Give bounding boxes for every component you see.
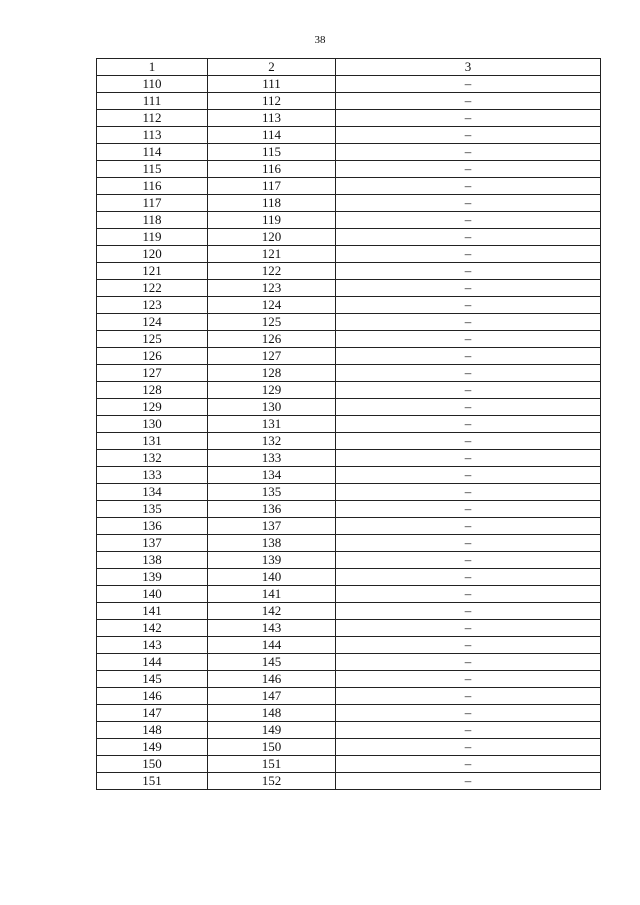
table-cell-col-2: 143 [208, 620, 336, 637]
table-cell-col-2: 115 [208, 144, 336, 161]
table-row [97, 535, 601, 552]
table-cell-col-3: – [336, 399, 601, 416]
table-row [97, 348, 601, 365]
table-cell-col-1: 147 [97, 705, 208, 722]
table-cell-col-3: – [336, 229, 601, 246]
table-cell-col-3: – [336, 671, 601, 688]
table-cell-col-1: 151 [97, 773, 208, 790]
table-row [97, 501, 601, 518]
table-cell-col-3: – [336, 382, 601, 399]
table-cell-col-3: – [336, 569, 601, 586]
table-cell-col-1: 137 [97, 535, 208, 552]
table-cell-col-1: 141 [97, 603, 208, 620]
table-row [97, 705, 601, 722]
table-cell-col-2: 146 [208, 671, 336, 688]
table-cell-col-1: 116 [97, 178, 208, 195]
table-row [97, 654, 601, 671]
table-cell-col-1: 146 [97, 688, 208, 705]
table-row [97, 637, 601, 654]
table-cell-col-2: 113 [208, 110, 336, 127]
table-row [97, 620, 601, 637]
table-cell-col-1: 130 [97, 416, 208, 433]
table-cell-col-2: 148 [208, 705, 336, 722]
table-row [97, 212, 601, 229]
table-cell-col-1: 121 [97, 263, 208, 280]
table-row [97, 127, 601, 144]
table-row [97, 756, 601, 773]
table-cell-col-2: 133 [208, 450, 336, 467]
table-row [97, 739, 601, 756]
table-cell-col-1: 110 [97, 76, 208, 93]
table-row [97, 484, 601, 501]
table-cell-col-1: 143 [97, 637, 208, 654]
table-cell-col-2: 141 [208, 586, 336, 603]
table-cell-col-1: 132 [97, 450, 208, 467]
table-cell-col-3: – [336, 348, 601, 365]
table-cell-col-2: 122 [208, 263, 336, 280]
table-cell-col-2: 145 [208, 654, 336, 671]
table-cell-col-2: 128 [208, 365, 336, 382]
table-cell-col-3: – [336, 552, 601, 569]
table-cell-col-3: – [336, 739, 601, 756]
table-cell-col-3: – [336, 773, 601, 790]
table-cell-col-3: – [336, 416, 601, 433]
table-row [97, 586, 601, 603]
table-cell-col-3: – [336, 603, 601, 620]
table-cell-col-2: 117 [208, 178, 336, 195]
table-row [97, 144, 601, 161]
table-cell-col-3: – [336, 127, 601, 144]
table-cell-col-2: 138 [208, 535, 336, 552]
table-row [97, 416, 601, 433]
table-cell-col-2: 140 [208, 569, 336, 586]
column-header-1: 1 [97, 59, 208, 76]
table-cell-col-1: 127 [97, 365, 208, 382]
table-cell-col-2: 126 [208, 331, 336, 348]
column-header-3: 3 [336, 59, 601, 76]
table-cell-col-1: 139 [97, 569, 208, 586]
table-cell-col-3: – [336, 314, 601, 331]
table-row [97, 603, 601, 620]
table-cell-col-1: 138 [97, 552, 208, 569]
table-row [97, 110, 601, 127]
table-cell-col-2: 134 [208, 467, 336, 484]
table-cell-col-2: 136 [208, 501, 336, 518]
table-cell-col-2: 129 [208, 382, 336, 399]
table-cell-col-2: 135 [208, 484, 336, 501]
table-cell-col-1: 144 [97, 654, 208, 671]
table-cell-col-1: 140 [97, 586, 208, 603]
table-cell-col-2: 119 [208, 212, 336, 229]
table-cell-col-3: – [336, 110, 601, 127]
table-cell-col-1: 115 [97, 161, 208, 178]
table-row [97, 161, 601, 178]
table-cell-col-2: 139 [208, 552, 336, 569]
table-cell-col-3: – [336, 518, 601, 535]
table-cell-col-2: 111 [208, 76, 336, 93]
table-cell-col-1: 136 [97, 518, 208, 535]
table-cell-col-2: 147 [208, 688, 336, 705]
table-cell-col-2: 112 [208, 93, 336, 110]
table-row [97, 722, 601, 739]
table-cell-col-2: 114 [208, 127, 336, 144]
table-row [97, 331, 601, 348]
table-cell-col-2: 142 [208, 603, 336, 620]
table-cell-col-2: 118 [208, 195, 336, 212]
table-row [97, 280, 601, 297]
table-cell-col-3: – [336, 144, 601, 161]
table-row [97, 688, 601, 705]
table-cell-col-2: 123 [208, 280, 336, 297]
table-cell-col-3: – [336, 212, 601, 229]
column-header-2: 2 [208, 59, 336, 76]
table-row [97, 263, 601, 280]
table-cell-col-3: – [336, 178, 601, 195]
table-cell-col-1: 150 [97, 756, 208, 773]
table-cell-col-3: – [336, 484, 601, 501]
table-cell-col-2: 124 [208, 297, 336, 314]
table-row [97, 93, 601, 110]
table-cell-col-1: 123 [97, 297, 208, 314]
table-cell-col-3: – [336, 331, 601, 348]
table-cell-col-3: – [336, 195, 601, 212]
table-cell-col-2: 120 [208, 229, 336, 246]
table-row [97, 569, 601, 586]
table-cell-col-1: 125 [97, 331, 208, 348]
table-row [97, 433, 601, 450]
table-cell-col-1: 149 [97, 739, 208, 756]
table-header-row [97, 59, 601, 76]
table-row [97, 314, 601, 331]
table-cell-col-3: – [336, 450, 601, 467]
table-cell-col-2: 150 [208, 739, 336, 756]
table-row [97, 399, 601, 416]
table-cell-col-2: 121 [208, 246, 336, 263]
table-row [97, 76, 601, 93]
table-cell-col-1: 120 [97, 246, 208, 263]
table-cell-col-3: – [336, 620, 601, 637]
table-cell-col-1: 119 [97, 229, 208, 246]
table-cell-col-3: – [336, 586, 601, 603]
table-row [97, 773, 601, 790]
table-row [97, 467, 601, 484]
table-cell-col-1: 111 [97, 93, 208, 110]
table-cell-col-3: – [336, 161, 601, 178]
page-number: 38 [314, 34, 326, 46]
table-cell-col-2: 151 [208, 756, 336, 773]
table-cell-col-1: 129 [97, 399, 208, 416]
table-row [97, 518, 601, 535]
table-row [97, 229, 601, 246]
table-row [97, 382, 601, 399]
table-cell-col-3: – [336, 535, 601, 552]
table-cell-col-3: – [336, 705, 601, 722]
table-cell-col-3: – [336, 93, 601, 110]
table-cell-col-1: 148 [97, 722, 208, 739]
table-row [97, 246, 601, 263]
table-cell-col-1: 134 [97, 484, 208, 501]
table-cell-col-2: 132 [208, 433, 336, 450]
table-cell-col-1: 135 [97, 501, 208, 518]
table-cell-col-3: – [336, 467, 601, 484]
table-cell-col-1: 112 [97, 110, 208, 127]
table-cell-col-1: 142 [97, 620, 208, 637]
table-cell-col-3: – [336, 297, 601, 314]
table-cell-col-3: – [336, 433, 601, 450]
table-cell-col-2: 130 [208, 399, 336, 416]
table-cell-col-3: – [336, 365, 601, 382]
table-cell-col-2: 131 [208, 416, 336, 433]
table-cell-col-1: 113 [97, 127, 208, 144]
table-cell-col-1: 128 [97, 382, 208, 399]
table-cell-col-1: 114 [97, 144, 208, 161]
table-cell-col-3: – [336, 722, 601, 739]
data-table [96, 58, 601, 790]
table-row [97, 195, 601, 212]
table-cell-col-3: – [336, 246, 601, 263]
table-row [97, 671, 601, 688]
table-cell-col-2: 149 [208, 722, 336, 739]
table-cell-col-1: 117 [97, 195, 208, 212]
table-cell-col-2: 125 [208, 314, 336, 331]
table-body [97, 76, 601, 790]
table-cell-col-1: 124 [97, 314, 208, 331]
table-cell-col-1: 122 [97, 280, 208, 297]
table-cell-col-3: – [336, 688, 601, 705]
table-cell-col-1: 118 [97, 212, 208, 229]
table-cell-col-1: 126 [97, 348, 208, 365]
table-row [97, 552, 601, 569]
table-cell-col-3: – [336, 76, 601, 93]
table-cell-col-2: 144 [208, 637, 336, 654]
table-cell-col-1: 131 [97, 433, 208, 450]
table-cell-col-2: 116 [208, 161, 336, 178]
table-cell-col-3: – [336, 263, 601, 280]
table-cell-col-1: 145 [97, 671, 208, 688]
table-cell-col-2: 127 [208, 348, 336, 365]
table-row [97, 450, 601, 467]
table-cell-col-2: 137 [208, 518, 336, 535]
table-cell-col-3: – [336, 501, 601, 518]
table-row [97, 365, 601, 382]
table-cell-col-3: – [336, 280, 601, 297]
table-cell-col-2: 152 [208, 773, 336, 790]
table-row [97, 297, 601, 314]
table-row [97, 178, 601, 195]
table-cell-col-3: – [336, 654, 601, 671]
table-cell-col-3: – [336, 637, 601, 654]
table-cell-col-3: – [336, 756, 601, 773]
table-cell-col-1: 133 [97, 467, 208, 484]
